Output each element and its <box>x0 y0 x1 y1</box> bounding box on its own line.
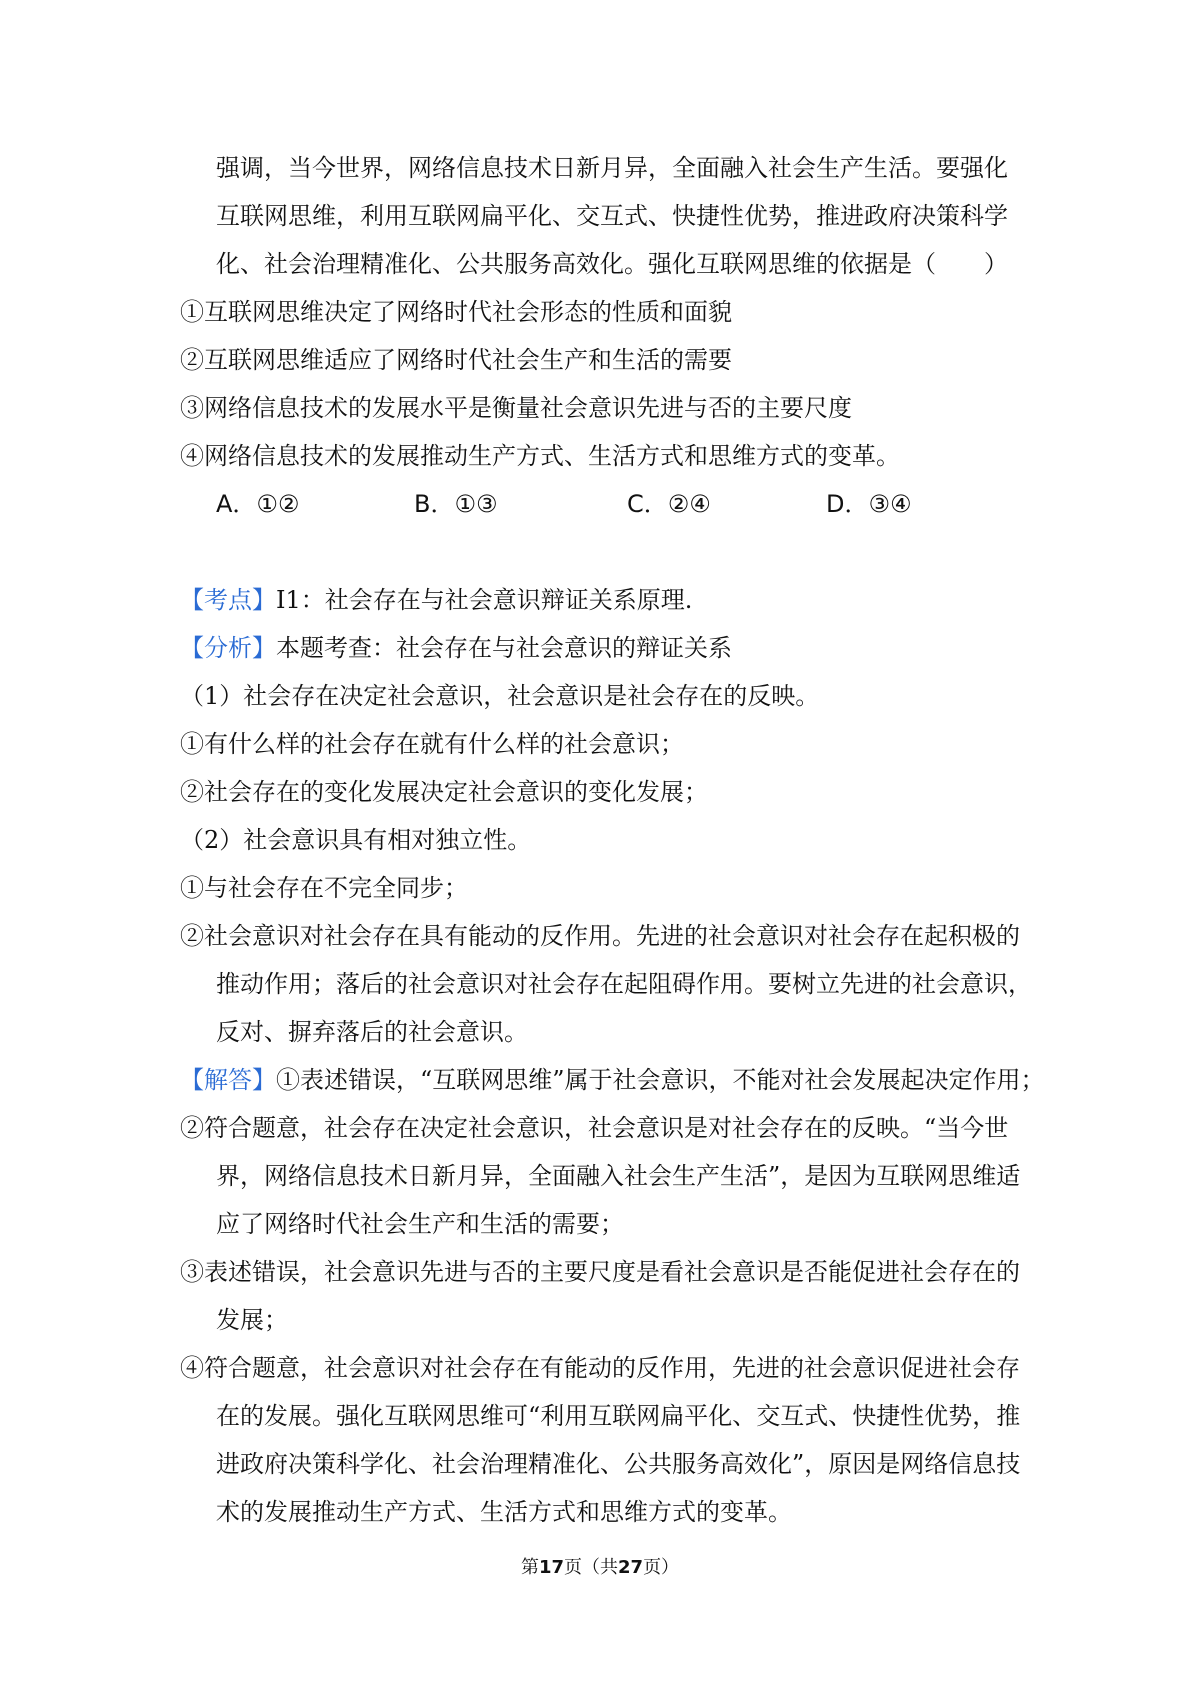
statement-1: ①互联网思维决定了网络时代社会形态的性质和面貌 <box>180 298 732 326</box>
kaodian-text: I1：社会存在与社会意识辩证关系原理. <box>276 586 693 614</box>
fenxi-text: 本题考查：社会存在与社会意识的辩证关系 <box>276 634 732 662</box>
jieda-p4-line-2: 在的发展。强化互联网思维可“利用互联网扁平化、交互式、快捷性优势，推 <box>216 1402 1021 1430</box>
page-content <box>180 144 1045 1536</box>
statement-2: ②互联网思维适应了网络时代社会生产和生活的需要 <box>180 346 732 374</box>
option-d: D．③④ <box>826 490 912 518</box>
fenxi-point-3: ②社会存在的变化发展决定社会意识的变化发展； <box>180 778 708 806</box>
fenxi-cont-1: 推动作用；落后的社会意识对社会存在起阻碍作用。要树立先进的社会意识， <box>216 970 1032 998</box>
kaodian-label: 【考点】 <box>180 586 276 614</box>
option-b: B．①③ <box>414 490 498 518</box>
option-a: A．①② <box>216 490 300 518</box>
jieda-p4-line-1: ④符合题意，社会意识对社会存在有能动的反作用，先进的社会意识促进社会存 <box>180 1354 1020 1382</box>
question-line-1: 强调，当今世界，网络信息技术日新月异，全面融入社会生产生活。要强化 <box>216 154 1008 182</box>
jieda-label: 【解答】 <box>180 1066 276 1094</box>
kaodian-line <box>180 576 1030 624</box>
jieda-p3-line-2: 发展； <box>216 1306 288 1334</box>
jieda-p3-line-1: ③表述错误，社会意识先进与否的主要尺度是看社会意识是否能促进社会存在的 <box>180 1258 1020 1286</box>
fenxi-point-4: （2）社会意识具有相对独立性。 <box>180 826 532 854</box>
footer-total-pages: 27 <box>618 1557 644 1578</box>
answer-options <box>180 480 1030 528</box>
spacer <box>180 528 1030 576</box>
fenxi-point-2: ①有什么样的社会存在就有什么样的社会意识； <box>180 730 684 758</box>
jieda-p4-line-3: 进政府决策科学化、社会治理精准化、公共服务高效化”，原因是网络信息技 <box>216 1450 1021 1478</box>
jieda-p2-line-1: ②符合题意，社会存在决定社会意识，社会意识是对社会存在的反映。“当今世 <box>180 1114 1009 1142</box>
statement-3: ③网络信息技术的发展水平是衡量社会意识先进与否的主要尺度 <box>180 394 852 422</box>
footer-prefix: 第 <box>520 1557 539 1578</box>
question-line-2: 互联网思维，利用互联网扁平化、交互式、快捷性优势，推进政府决策科学 <box>216 202 1008 230</box>
question-line-3: 化、社会治理精准化、公共服务高效化。强化互联网思维的依据是（ ） <box>216 250 1008 278</box>
footer-middle: 页（共 <box>564 1557 618 1578</box>
statement-4: ④网络信息技术的发展推动生产方式、生活方式和思维方式的变革。 <box>180 442 900 470</box>
fenxi-point-6: ②社会意识对社会存在具有能动的反作用。先进的社会意识对社会存在起积极的 <box>180 922 1020 950</box>
jieda-p2-line-3: 应了网络时代社会生产和生活的需要； <box>216 1210 624 1238</box>
fenxi-line <box>180 624 1030 672</box>
page-footer <box>0 1553 1200 1579</box>
jieda-text: ①表述错误，“互联网思维”属于社会意识，不能对社会发展起决定作用； <box>276 1066 1045 1094</box>
option-c: C．②④ <box>627 490 711 518</box>
fenxi-cont-2: 反对、摒弃落后的社会意识。 <box>216 1018 528 1046</box>
footer-page-number: 17 <box>538 1557 564 1578</box>
fenxi-point-5: ①与社会存在不完全同步； <box>180 874 468 902</box>
fenxi-label: 【分析】 <box>180 634 276 662</box>
jieda-p4-line-4: 术的发展推动生产方式、生活方式和思维方式的变革。 <box>216 1498 792 1526</box>
footer-suffix: 页） <box>643 1557 680 1578</box>
jieda-line <box>180 1056 1045 1104</box>
fenxi-point-1: （1）社会存在决定社会意识，社会意识是社会存在的反映。 <box>180 682 820 710</box>
jieda-p2-line-2: 界，网络信息技术日新月异，全面融入社会生产生活”，是因为互联网思维适 <box>216 1162 1021 1190</box>
